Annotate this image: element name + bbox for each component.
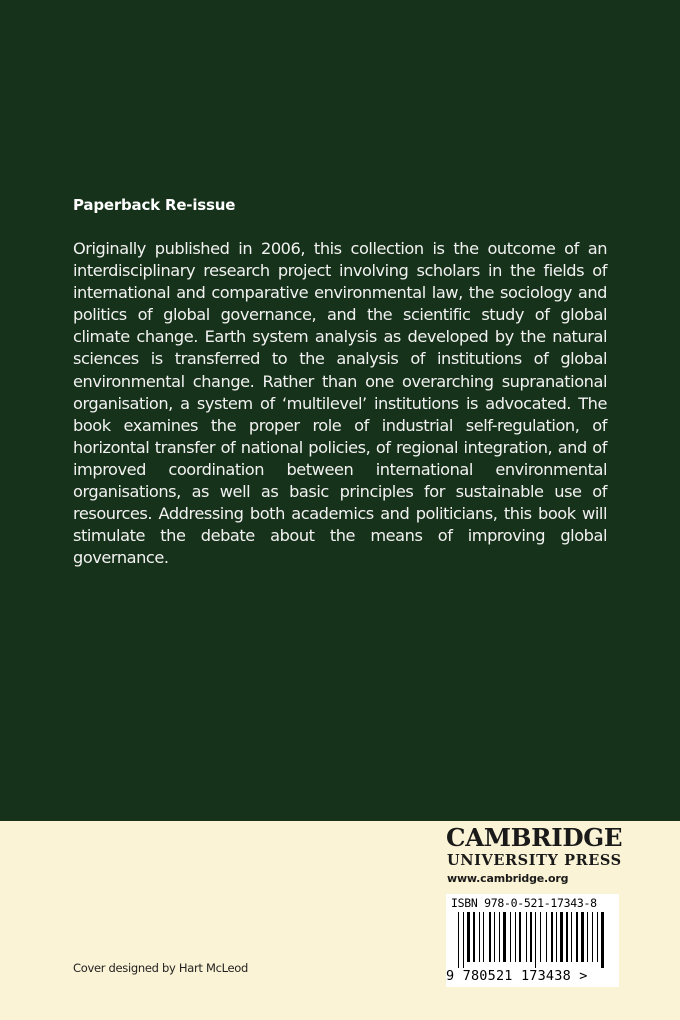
barcode-icon [446, 912, 619, 968]
book-description: Originally published in 2006, this collection is the outcome of an interdisciplinary research project involving scholars in the fields of international and comparative environmental law, the sociology and politics of global governance, and the scientific study of global climate change. Earth system analysis as developed by the natural sciences is transferred to the analysis of institutions of global environmental change. Rather than one overarching supranational organisation, a system of ‘multilevel’ institutions is advocated. The book examines the proper role of industrial self-regulation, of horizontal transfer of national policies, of regional integration, and of improved coordination between international environmental organisations, as well as basic principles for sustainable use of resources. Addressing both academics and politicians, this book will stimulate the debate about the means of improving global governance. [73, 239, 607, 568]
publisher-logo-subtitle: UNIVERSITY PRESS [447, 852, 622, 869]
barcode-digits: 9 780521 173438 > [446, 968, 588, 984]
publisher-url: www.cambridge.org [447, 872, 569, 885]
cover-credit: Cover designed by Hart McLeod [73, 961, 249, 975]
isbn-barcode-box [446, 894, 619, 987]
publisher-panel [0, 821, 680, 1020]
isbn-label: ISBN 978-0-521-17343-8 [451, 896, 597, 910]
edition-heading: Paperback Re-issue [73, 196, 236, 214]
publisher-logo-name: CAMBRIDGE [446, 823, 623, 852]
